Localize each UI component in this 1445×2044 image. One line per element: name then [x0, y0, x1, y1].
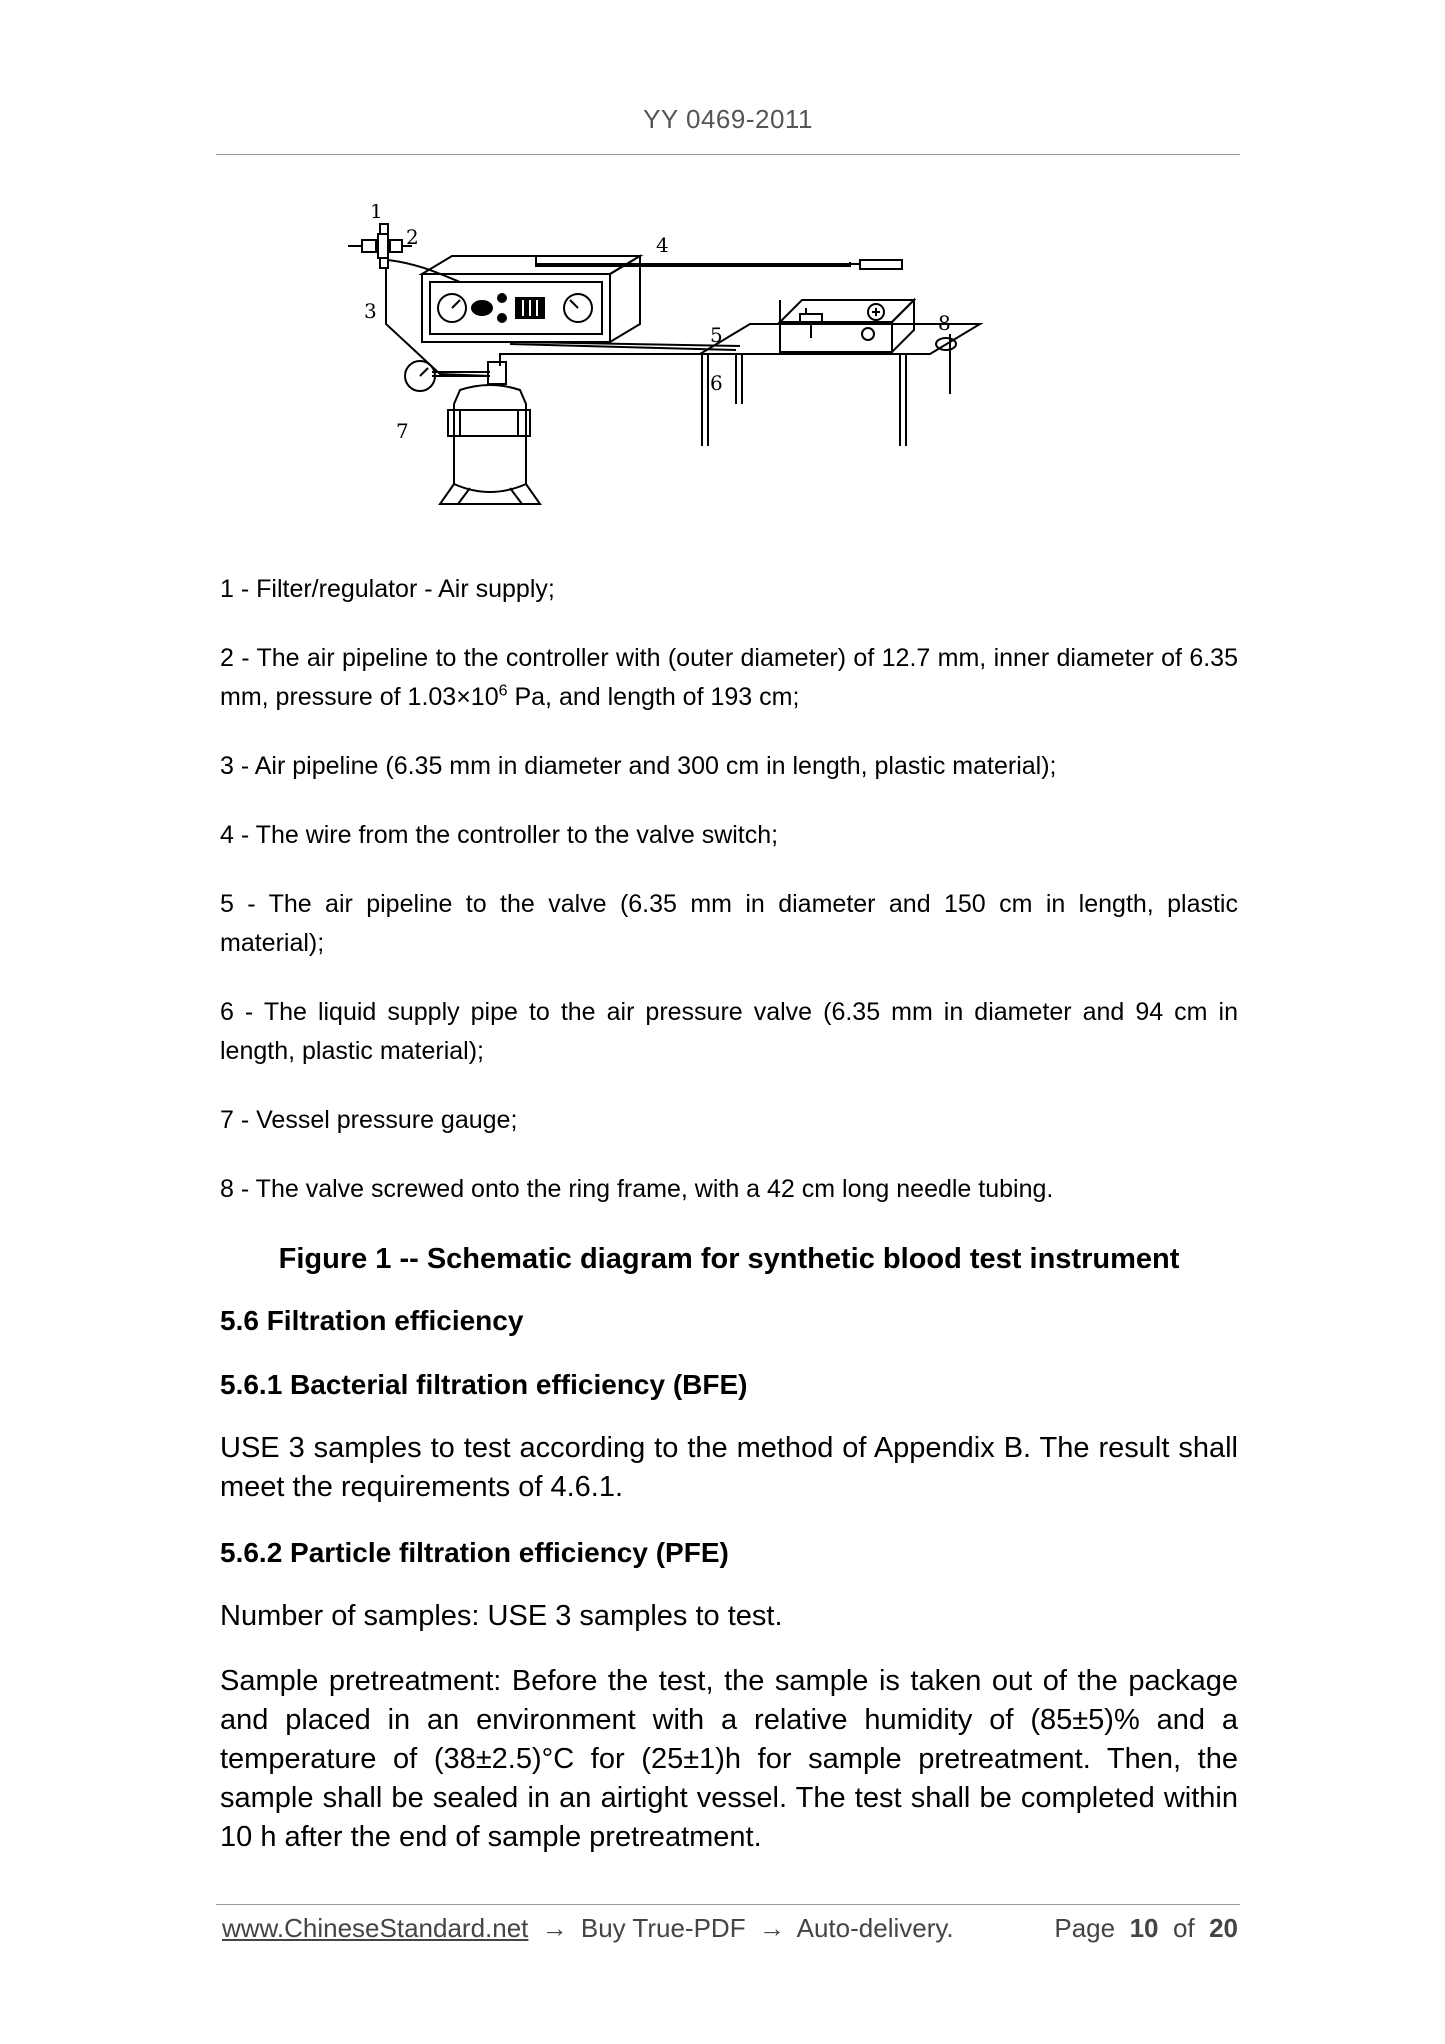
footer-links: [222, 1913, 954, 1944]
test-table-drawing: [700, 324, 980, 446]
air-pipeline-2: [388, 260, 460, 282]
legend-item-5: 5 - The air pipeline to the valve (6.35 mm in diameter and 150 cm in length, plastic material);: [220, 890, 1238, 957]
callout-1: 1: [370, 204, 383, 223]
auto-delivery-text: Auto-delivery.: [796, 1912, 954, 1943]
callout-3: 3: [364, 299, 377, 323]
page-total: 20: [1209, 1912, 1238, 1943]
figure-legend: [220, 570, 1238, 1209]
page-current: 10: [1129, 1912, 1159, 1943]
legend-item-2: 2 - The air pipeline to the controller with (outer diameter) of 12.7 mm, inner diameter of 6.35 mm, pressure of $1.03\times 10^6$ Pa, and length of 193 cm;: [220, 644, 1238, 711]
callout-7: 7: [396, 419, 409, 443]
controller-box-drawing: [422, 256, 640, 342]
schematic-diagram: [340, 204, 1120, 544]
legend-item-4: 4 - The wire from the controller to the valve switch;: [220, 821, 779, 849]
callout-6: 6: [710, 371, 723, 395]
arrow-right-icon: →: [541, 1912, 568, 1943]
callout-8: 8: [938, 311, 951, 335]
buy-true-pdf-text: Buy True-PDF: [580, 1912, 746, 1943]
arrow-right-icon: →: [758, 1912, 785, 1943]
footer-divider: [216, 1904, 1240, 1905]
page-content: [220, 570, 1238, 1883]
legend-item-6: 6 - The liquid supply pipe to the air pressure valve (6.35 mm in diameter and 94 cm in length, plastic material);: [220, 998, 1238, 1065]
liquid-supply-pipe-6: [500, 354, 740, 366]
section-5-6-2-pretreatment: Sample pretreatment: Before the test, the sample is taken out of the package and placed in an environment with a relative humidity of (85±5)% and a temperature of (38±2.5)°C for (25±1)h for sample pretreatment. Then, the sample shall be sealed in an airtight vessel. The test shall be completed within 10 h after the end of sample pretreatment.: [220, 1665, 1238, 1853]
callout-4: 4: [656, 233, 669, 257]
legend-item-3: 3 - Air pipeline (6.35 mm in diameter and 300 cm in length, plastic material);: [220, 752, 1057, 780]
vessel-pressure-gauge-drawing: [405, 361, 435, 391]
callout-2: 2: [406, 225, 419, 249]
ring-frame-box-drawing: [780, 300, 956, 352]
section-5-6-heading: 5.6 Filtration efficiency: [220, 1305, 524, 1336]
wire-4: [536, 256, 902, 269]
section-5-6-1-text: USE 3 samples to test according to the method of Appendix B. The result shall meet the requirements of 4.6.1.: [220, 1432, 1238, 1503]
section-body: [220, 1301, 1238, 1857]
header-divider: [216, 154, 1240, 155]
callout-5: 5: [710, 323, 723, 347]
figure-caption: Figure 1 -- Schematic diagram for synthetic blood test instrument: [278, 1243, 1180, 1275]
section-5-6-1-heading: 5.6.1 Bacterial filtration efficiency (BFE): [220, 1369, 748, 1400]
page-footer: [222, 1908, 1238, 1948]
document-id-header: YY 0469-2011: [643, 104, 813, 134]
page-number: Page 10 of 20: [1054, 1912, 1238, 1943]
legend-item-1: 1 - Filter/regulator - Air supply;: [220, 575, 555, 603]
chinese-standard-link[interactable]: www.ChineseStandard.net: [222, 1912, 529, 1943]
legend-item-8: 8 - The valve screwed onto the ring frame, with a 42 cm long needle tubing.: [220, 1175, 1054, 1203]
air-pipeline-3: [386, 268, 490, 376]
schematic-figure: [340, 204, 1120, 544]
pressure-vessel-drawing: [440, 362, 540, 504]
section-5-6-2-heading: 5.6.2 Particle filtration efficiency (PFE): [220, 1537, 729, 1568]
section-5-6-2-samples: Number of samples: USE 3 samples to test.: [220, 1600, 783, 1632]
legend-item-7: 7 - Vessel pressure gauge;: [220, 1106, 518, 1134]
